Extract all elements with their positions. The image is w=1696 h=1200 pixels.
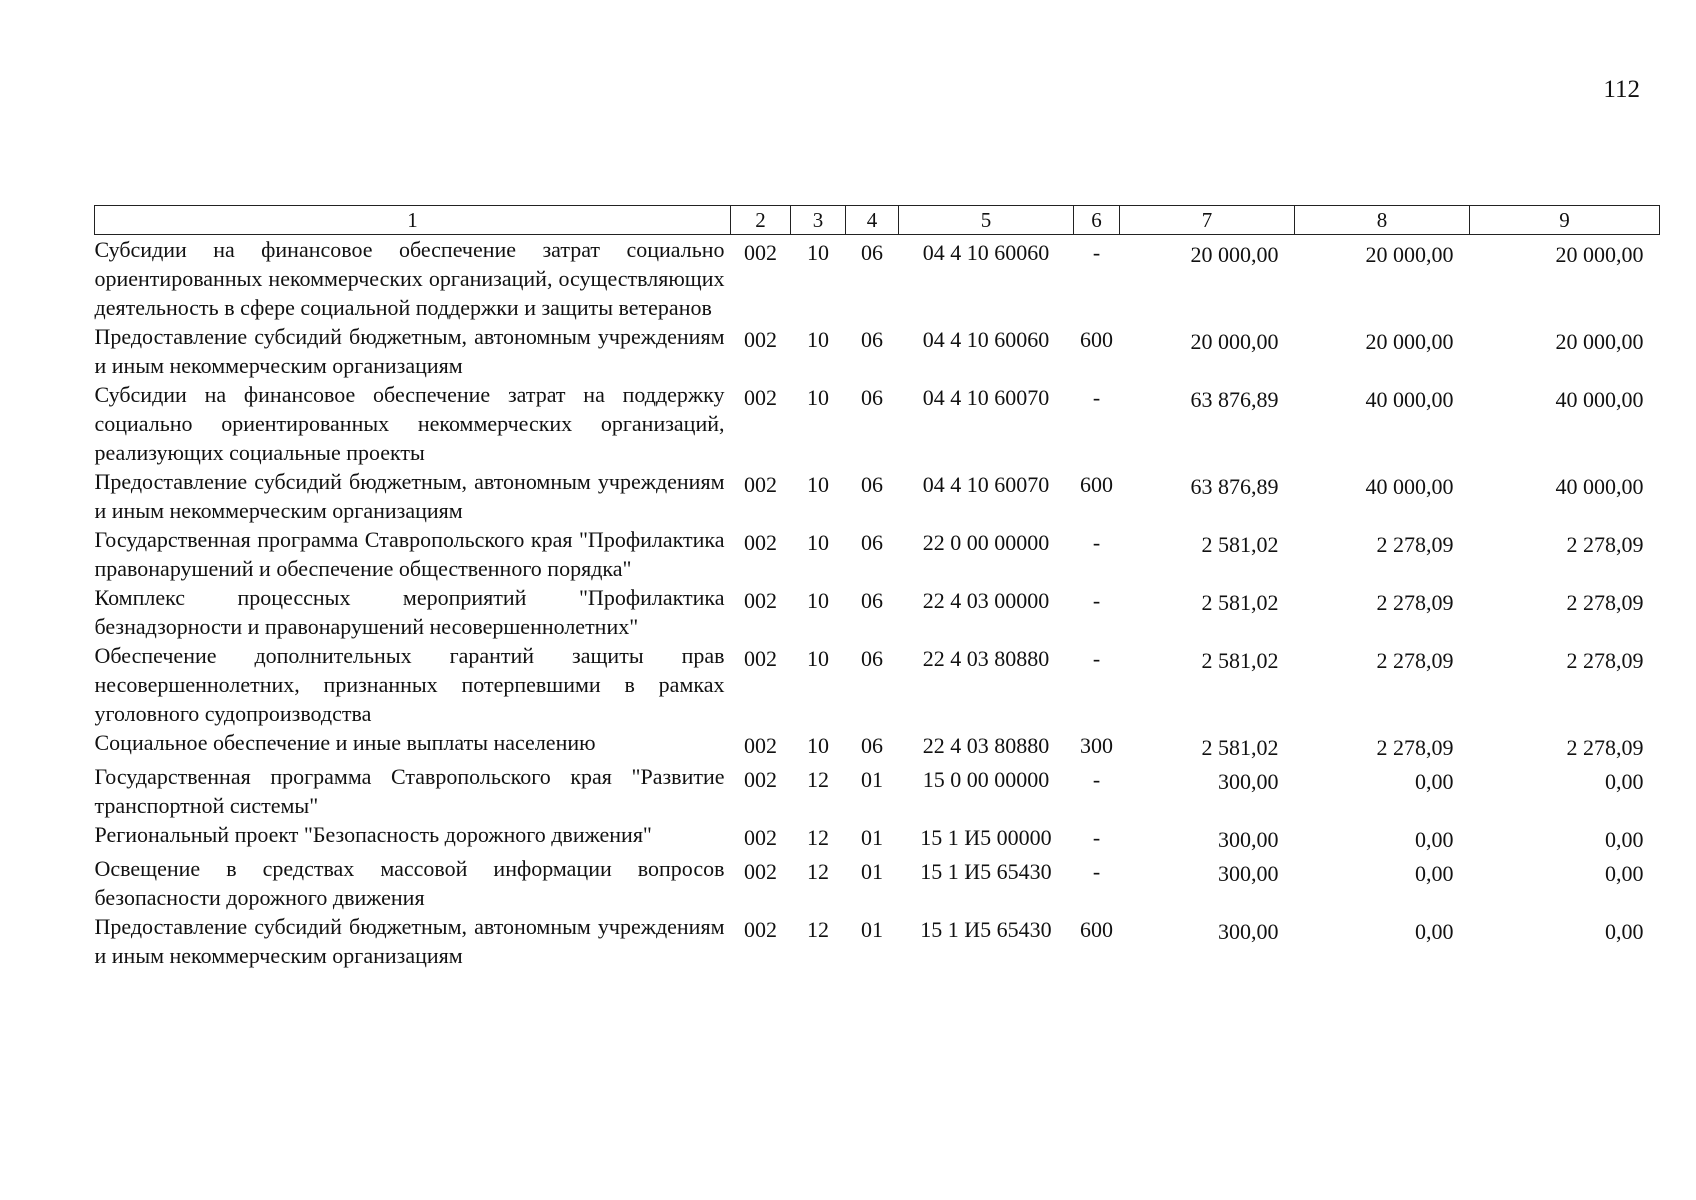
row-col-2-cell: 002 — [744, 917, 777, 942]
row-col-4-cell: 06 — [861, 530, 883, 555]
header-col-6: 6 — [1074, 206, 1120, 235]
header-col-5: 5 — [899, 206, 1074, 235]
row-col-5-cell: 04 4 10 60060 — [922, 327, 1050, 352]
row-name-cell: Региональный проект "Безопасность дорожного движения" — [94, 822, 652, 847]
table-row — [95, 641, 1660, 728]
row-col-6-cell: - — [1092, 859, 1101, 884]
row-name-cell: Предоставление субсидий бюджетным, автономным учреждениям и иным некоммерческим организациям — [94, 914, 725, 968]
row-col-2-cell: 002 — [744, 825, 777, 850]
row-col-6-cell: - — [1092, 240, 1101, 265]
row-col-5-cell: 22 0 00 00000 — [922, 530, 1050, 555]
row-col-9-cell: 0,00 — [1605, 919, 1644, 944]
row-col-9-cell: 40 000,00 — [1555, 474, 1644, 499]
header-col-2: 2 — [731, 206, 791, 235]
header-col-9: 9 — [1470, 206, 1660, 235]
row-name-cell: Обеспечение дополнительных гарантий защиты прав несовершеннолетних, признанных потерпевшими в рамках уголовного судопроизводства — [94, 643, 725, 726]
row-col-4-cell: 06 — [861, 385, 883, 410]
row-col-8-cell: 20 000,00 — [1365, 242, 1454, 267]
header-col-3: 3 — [791, 206, 846, 235]
row-col-2-cell: 002 — [744, 733, 777, 758]
row-name-cell: Государственная программа Ставропольского края "Профилактика правонарушений и обеспечение общественного порядка" — [94, 527, 725, 581]
row-col-8-cell: 0,00 — [1415, 919, 1454, 944]
table-row — [95, 380, 1660, 467]
row-col-3-cell: 12 — [807, 917, 829, 942]
row-col-2-cell: 002 — [744, 327, 777, 352]
row-col-4-cell: 01 — [861, 917, 883, 942]
table-row — [95, 235, 1660, 323]
row-col-6-cell: 300 — [1080, 733, 1113, 758]
row-name-cell: Социальное обеспечение и иные выплаты населению — [94, 730, 596, 755]
row-col-3-cell: 10 — [807, 646, 829, 671]
row-col-8-cell: 0,00 — [1415, 861, 1454, 886]
row-col-4-cell: 01 — [861, 825, 883, 850]
row-col-8-cell: 0,00 — [1415, 827, 1454, 852]
row-col-7-cell: 2 581,02 — [1201, 590, 1279, 615]
header-col-8: 8 — [1295, 206, 1470, 235]
row-col-8-cell: 2 278,09 — [1376, 735, 1454, 760]
row-col-3-cell: 10 — [807, 240, 829, 265]
row-name-cell: Предоставление субсидий бюджетным, автономным учреждениям и иным некоммерческим организациям — [94, 324, 725, 378]
row-col-4-cell: 06 — [861, 327, 883, 352]
row-col-7-cell: 300,00 — [1218, 769, 1279, 794]
row-col-6-cell: - — [1092, 825, 1101, 850]
row-col-5-cell: 22 4 03 80880 — [922, 646, 1050, 671]
row-col-5-cell: 15 1 И5 65430 — [920, 859, 1052, 884]
table-row — [95, 583, 1660, 641]
row-col-5-cell: 15 1 И5 00000 — [920, 825, 1052, 850]
row-name-cell: Государственная программа Ставропольского края "Развитие транспортной системы" — [94, 764, 725, 818]
row-col-3-cell: 12 — [807, 859, 829, 884]
row-col-3-cell: 12 — [807, 767, 829, 792]
row-col-3-cell: 12 — [807, 825, 829, 850]
row-col-9-cell: 2 278,09 — [1566, 735, 1644, 760]
row-col-5-cell: 04 4 10 60060 — [922, 240, 1050, 265]
header-col-7: 7 — [1120, 206, 1295, 235]
header-col-1: 1 — [95, 206, 731, 235]
budget-table — [94, 205, 1660, 970]
row-col-3-cell: 10 — [807, 588, 829, 613]
row-col-6-cell: - — [1092, 385, 1101, 410]
row-col-6-cell: - — [1092, 588, 1101, 613]
row-col-4-cell: 06 — [861, 733, 883, 758]
table-row — [95, 525, 1660, 583]
page-number: 112 — [1603, 76, 1640, 103]
row-col-9-cell: 40 000,00 — [1555, 387, 1644, 412]
row-col-4-cell: 06 — [861, 472, 883, 497]
row-col-2-cell: 002 — [744, 530, 777, 555]
row-col-5-cell: 15 0 00 00000 — [922, 767, 1050, 792]
row-col-7-cell: 300,00 — [1218, 861, 1279, 886]
row-col-3-cell: 10 — [807, 385, 829, 410]
row-col-2-cell: 002 — [744, 240, 777, 265]
row-col-7-cell: 300,00 — [1218, 827, 1279, 852]
row-name-cell: Освещение в средствах массовой информации вопросов безопасности дорожного движения — [94, 856, 725, 910]
row-col-6-cell: 600 — [1080, 472, 1113, 497]
row-col-7-cell: 63 876,89 — [1190, 387, 1279, 412]
table-row — [95, 728, 1660, 762]
row-col-2-cell: 002 — [744, 767, 777, 792]
row-col-8-cell: 0,00 — [1415, 769, 1454, 794]
header-col-4: 4 — [846, 206, 899, 235]
row-col-4-cell: 01 — [861, 859, 883, 884]
row-col-4-cell: 06 — [861, 588, 883, 613]
row-col-9-cell: 2 278,09 — [1566, 590, 1644, 615]
row-col-4-cell: 01 — [861, 767, 883, 792]
row-col-9-cell: 0,00 — [1605, 769, 1644, 794]
row-col-2-cell: 002 — [744, 859, 777, 884]
row-col-7-cell: 2 581,02 — [1201, 648, 1279, 673]
row-col-7-cell: 63 876,89 — [1190, 474, 1279, 499]
row-col-5-cell: 04 4 10 60070 — [922, 385, 1050, 410]
row-name-cell: Комплекс процессных мероприятий "Профилактика безнадзорности и правонарушений несовершеннолетних" — [94, 585, 725, 639]
row-col-3-cell: 10 — [807, 472, 829, 497]
table-header — [95, 206, 1660, 235]
row-col-2-cell: 002 — [744, 588, 777, 613]
row-col-9-cell: 20 000,00 — [1555, 242, 1644, 267]
row-name-cell: Субсидии на финансовое обеспечение затрат социально ориентированных некоммерческих организаций, осуществляющих деятельность в сфере социальной поддержки и защиты ветеранов — [94, 237, 725, 320]
row-name-cell: Субсидии на финансовое обеспечение затрат на поддержку социально ориентированных некоммерческих организаций, реализующих социальные проекты — [94, 382, 725, 465]
row-col-3-cell: 10 — [807, 733, 829, 758]
row-col-7-cell: 20 000,00 — [1190, 329, 1279, 354]
row-col-4-cell: 06 — [861, 646, 883, 671]
row-col-9-cell: 0,00 — [1605, 827, 1644, 852]
row-col-7-cell: 2 581,02 — [1201, 532, 1279, 557]
row-col-5-cell: 04 4 10 60070 — [922, 472, 1050, 497]
table-body — [95, 235, 1660, 971]
row-col-9-cell: 0,00 — [1605, 861, 1644, 886]
row-col-7-cell: 2 581,02 — [1201, 735, 1279, 760]
row-col-8-cell: 2 278,09 — [1376, 532, 1454, 557]
row-name-cell: Предоставление субсидий бюджетным, автономным учреждениям и иным некоммерческим организациям — [94, 469, 725, 523]
row-col-5-cell: 22 4 03 80880 — [922, 733, 1050, 758]
table-row — [95, 467, 1660, 525]
row-col-3-cell: 10 — [807, 327, 829, 352]
header-row — [95, 206, 1660, 235]
table-row — [95, 762, 1660, 820]
row-col-9-cell: 2 278,09 — [1566, 648, 1644, 673]
table-row — [95, 912, 1660, 970]
row-col-2-cell: 002 — [744, 472, 777, 497]
row-col-9-cell: 2 278,09 — [1566, 532, 1644, 557]
row-col-6-cell: 600 — [1080, 327, 1113, 352]
row-col-5-cell: 15 1 И5 65430 — [920, 917, 1052, 942]
row-col-8-cell: 2 278,09 — [1376, 648, 1454, 673]
row-col-7-cell: 20 000,00 — [1190, 242, 1279, 267]
row-col-8-cell: 20 000,00 — [1365, 329, 1454, 354]
row-col-6-cell: 600 — [1080, 917, 1113, 942]
row-col-6-cell: - — [1092, 530, 1101, 555]
row-col-3-cell: 10 — [807, 530, 829, 555]
row-col-6-cell: - — [1092, 646, 1101, 671]
row-col-8-cell: 2 278,09 — [1376, 590, 1454, 615]
row-col-2-cell: 002 — [744, 646, 777, 671]
row-col-6-cell: - — [1092, 767, 1101, 792]
row-col-5-cell: 22 4 03 00000 — [922, 588, 1050, 613]
row-col-8-cell: 40 000,00 — [1365, 387, 1454, 412]
row-col-9-cell: 20 000,00 — [1555, 329, 1644, 354]
row-col-4-cell: 06 — [861, 240, 883, 265]
row-col-2-cell: 002 — [744, 385, 777, 410]
table-row — [95, 322, 1660, 380]
table-row — [95, 854, 1660, 912]
table-row — [95, 820, 1660, 854]
row-col-7-cell: 300,00 — [1218, 919, 1279, 944]
row-col-8-cell: 40 000,00 — [1365, 474, 1454, 499]
